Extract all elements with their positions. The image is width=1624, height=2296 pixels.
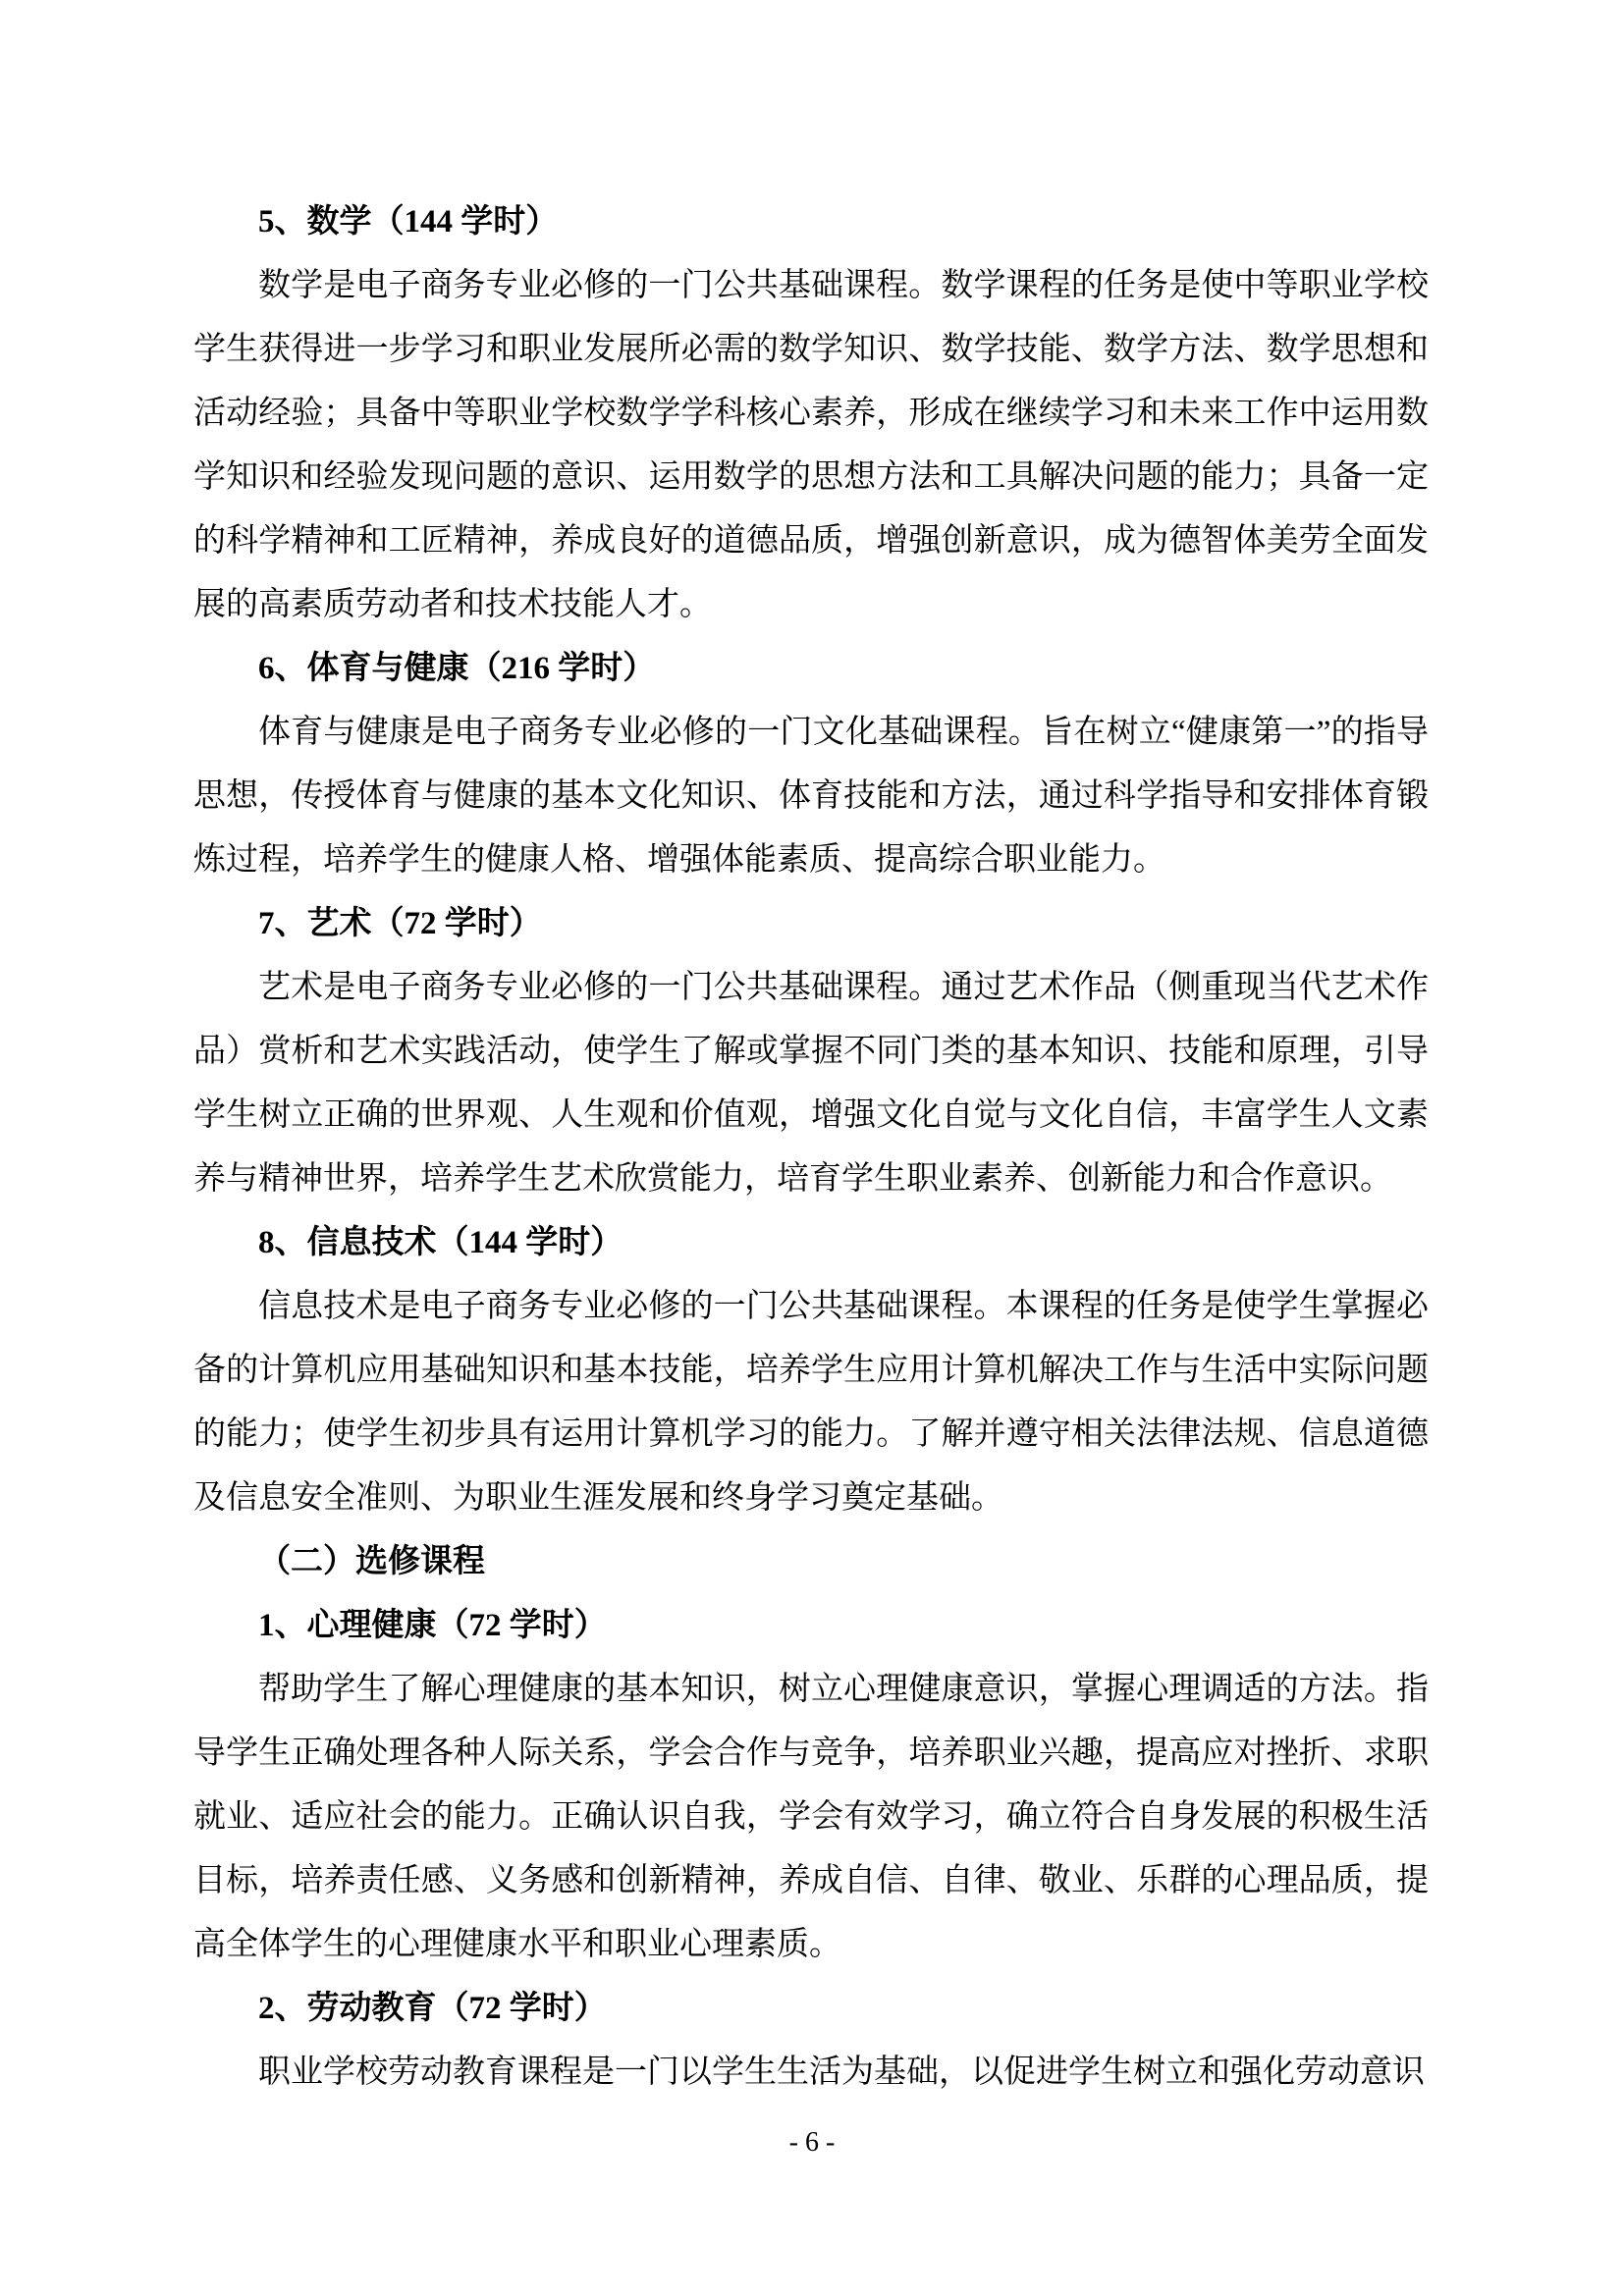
document-body: [193, 190, 1429, 2105]
heading-it: 8、信息技术（144 学时）: [258, 1225, 623, 1260]
paragraph-mental-health: 帮助学生了解心理健康的基本知识，树立心理健康意识，掌握心理调适的方法。指导学生正确处理各种人际关系，学会合作与竞争，培养职业兴趣，提高应对挫折、求职就业、适应社会的能力。正确认识自我，学会有效学习，确立符合自身发展的积极生活目标，培养责任感、义务感和创新精神，养成自信、自律、敬业、乐群的心理品质，提高全体学生的心理健康水平和职业心理素质。: [193, 1672, 1429, 1962]
paragraph-pe-health: 体育与健康是电子商务专业必修的一门文化基础课程。旨在树立“健康第一”的指导思想，传授体育与健康的基本文化知识、体育技能和方法，通过科学指导和安排体育锻炼过程，培养学生的健康人格、增强体能素质、提高综合职业能力。: [193, 715, 1429, 878]
heading-art: 7、艺术（72 学时）: [258, 906, 542, 941]
heading-labor-education: 2、劳动教育（72 学时）: [258, 1991, 607, 2026]
paragraph-it: 信息技术是电子商务专业必修的一门公共基础课程。本课程的任务是使学生掌握必备的计算机应用基础知识和基本技能，培养学生应用计算机解决工作与生活中实际问题的能力；使学生初步具有运用计算机学习的能力。了解并遵守相关法律法规、信息道德及信息安全准则、为职业生涯发展和终身学习奠定基础。: [193, 1289, 1429, 1516]
paragraph-art: 艺术是电子商务专业必修的一门公共基础课程。通过艺术作品（侧重现当代艺术作品）赏析和艺术实践活动，使学生了解或掌握不同门类的基本知识、技能和原理，引导学生树立正确的世界观、人生观和价值观，增强文化自觉与文化自信，丰富学生人文素养与精神世界，培养学生艺术欣赏能力，培育学生职业素养、创新能力和合作意识。: [193, 970, 1429, 1197]
heading-elective-courses: （二）选修课程: [258, 1544, 485, 1579]
heading-mental-health: 1、心理健康（72 学时）: [258, 1608, 607, 1643]
heading-pe-health: 6、体育与健康（216 学时）: [258, 651, 656, 686]
paragraph-math: 数学是电子商务专业必修的一门公共基础课程。数学课程的任务是使中等职业学校学生获得进一步学习和职业发展所必需的数学知识、数学技能、数学方法、数学思想和活动经验；具备中等职业学校数学学科核心素养，形成在继续学习和未来工作中运用数学知识和经验发现问题的意识、运用数学的思想方法和工具解决问题的能力；具备一定的科学精神和工匠精神，养成良好的道德品质，增强创新意识，成为德智体美劳全面发展的高素质劳动者和技术技能人才。: [193, 268, 1429, 622]
page-number: - 6 -: [788, 2127, 836, 2158]
heading-math: 5、数学（144 学时）: [258, 204, 559, 240]
paragraph-labor-education: 职业学校劳动教育课程是一门以学生生活为基础，以促进学生树立和强化劳动意识: [258, 2055, 1425, 2090]
